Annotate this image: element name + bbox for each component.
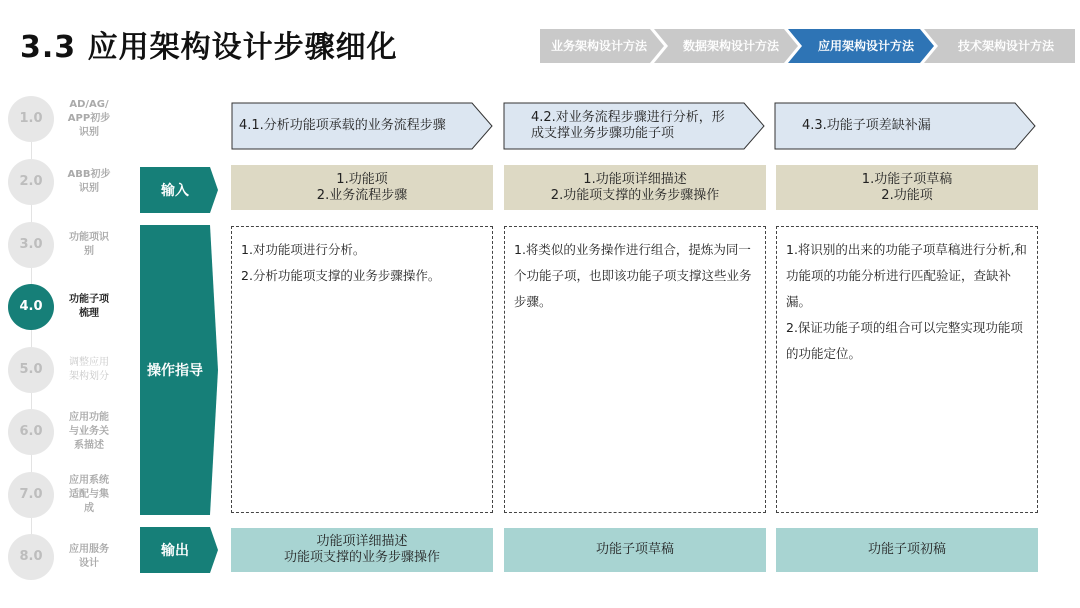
step-label: [64, 293, 114, 321]
step-label: [64, 474, 114, 516]
input-2-line-2: 2.功能项支撑的业务步骤操作: [550, 187, 720, 203]
operation-2-item-1: 1.将类似的业务操作进行组合，提炼为同一个功能子项，也即该功能子项支撑这些业务步骤。: [514, 242, 752, 309]
input-3-line-2: 2.功能项: [881, 187, 933, 203]
step-label-line: APP初步: [67, 113, 111, 124]
step-label-line: 应用服务: [69, 544, 109, 555]
step-number-badge: 1.0: [8, 96, 54, 142]
input-box-1: [231, 165, 493, 210]
nav-data-architecture[interactable]: 数据架构设计方法: [682, 39, 779, 53]
output-box-1: [231, 528, 493, 572]
step-number-badge: 5.0: [8, 347, 54, 393]
row-label-output: [140, 527, 220, 573]
phase-arrow-2: [503, 102, 765, 150]
step-label-line: 功能项识: [69, 232, 109, 243]
step-label-line: 别: [84, 246, 94, 257]
step-label: [64, 356, 114, 384]
phase-2-line-1: 4.2.对业务流程步骤进行分析，形: [531, 110, 725, 125]
step-label-line: AD/AG/: [69, 99, 109, 110]
step-6-0[interactable]: [8, 405, 120, 453]
step-number-badge: 2.0: [8, 159, 54, 205]
step-4-0[interactable]: [8, 280, 120, 328]
output-box-3: [776, 528, 1038, 572]
phase-1-line-1: 4.1.分析功能项承载的业务流程步骤: [239, 118, 446, 133]
output-1-line-2: 功能项支撑的业务步骤操作: [283, 550, 440, 565]
phase-arrow-3: [774, 102, 1036, 150]
phase-text-3: [802, 102, 931, 150]
step-label: [64, 543, 114, 571]
operation-3-item-1: 1.将识别的出来的功能子项草稿进行分析,和功能项的功能分析进行匹配验证，查缺补漏。: [786, 242, 1027, 309]
step-number-badge: 7.0: [8, 472, 54, 518]
output-2-line-1: 功能子项草稿: [595, 542, 674, 557]
operation-box-2: [504, 226, 766, 513]
step-label-line: ABB初步: [67, 169, 111, 180]
step-label-line: 适配与集: [69, 489, 109, 500]
input-box-3: [776, 165, 1038, 210]
step-label-line: 功能子项: [69, 294, 109, 305]
step-2-0[interactable]: [8, 155, 120, 203]
step-5-0[interactable]: [8, 343, 120, 391]
step-label-line: 成: [84, 503, 94, 514]
step-label-line: 设计: [79, 558, 99, 569]
nav-business-architecture[interactable]: 业务架构设计方法: [550, 39, 647, 53]
step-label: [64, 98, 114, 140]
phase-text-2: [531, 102, 725, 150]
step-label-line: 调整应用: [69, 357, 109, 368]
operation-box-3: [776, 226, 1038, 513]
phase-arrow-1: [231, 102, 493, 150]
phase-2-line-2: 成支撑业务步骤功能子项: [531, 126, 675, 141]
step-label: [64, 231, 114, 259]
step-7-0[interactable]: [8, 468, 120, 516]
row-label-operation-text: 操作指导: [147, 363, 203, 379]
input-box-2: [504, 165, 766, 210]
step-label-line: 识别: [79, 183, 99, 194]
phase-text-1: [239, 102, 446, 150]
input-1-line-2: 2.业务流程步骤: [316, 187, 408, 203]
row-label-input-text: 输入: [161, 183, 189, 199]
output-3-line-1: 功能子项初稿: [867, 542, 946, 557]
row-label-input: [140, 167, 220, 213]
nav-application-architecture[interactable]: 应用架构设计方法: [817, 39, 914, 53]
step-label-line: 梳理: [79, 308, 99, 319]
operation-3-item-2: 2.保证功能子项的组合可以完整实现功能项的功能定位。: [786, 320, 1023, 361]
output-1-line-1: 功能项详细描述: [316, 534, 408, 549]
step-label-line: 应用功能: [69, 412, 109, 423]
row-label-output-text: 输出: [161, 543, 189, 559]
row-label-operation: [140, 225, 220, 515]
phase-3-line-1: 4.3.功能子项差缺补漏: [802, 118, 931, 133]
step-label: [64, 168, 114, 196]
step-number-badge: 4.0: [8, 284, 54, 330]
input-3-line-1: 1.功能子项草稿: [861, 171, 953, 187]
page-title: 3.3 应用架构设计步骤细化: [20, 30, 398, 65]
operation-1-item-1: 1.对功能项进行分析。: [241, 242, 366, 257]
step-label-line: 识别: [79, 127, 99, 138]
step-label-line: 系描述: [74, 440, 104, 451]
nav-technology-architecture[interactable]: 技术架构设计方法: [957, 39, 1054, 53]
step-number-badge: 3.0: [8, 222, 54, 268]
method-nav: [540, 29, 1075, 63]
step-label-line: 架构划分: [69, 371, 109, 382]
step-label-line: 与业务关: [69, 426, 109, 437]
step-number-badge: 6.0: [8, 409, 54, 455]
step-label-line: 应用系统: [69, 475, 109, 486]
input-1-line-1: 1.功能项: [336, 171, 388, 187]
step-number-badge: 8.0: [8, 534, 54, 580]
step-8-0[interactable]: [8, 530, 120, 578]
input-2-line-1: 1.功能项详细描述: [583, 171, 687, 187]
operation-box-1: [231, 226, 493, 513]
step-3-0[interactable]: [8, 218, 120, 266]
step-1-0[interactable]: [8, 92, 120, 140]
output-box-2: [504, 528, 766, 572]
operation-1-item-2: 2.分析功能项支撑的业务步骤操作。: [241, 268, 441, 283]
step-label: [64, 411, 114, 453]
